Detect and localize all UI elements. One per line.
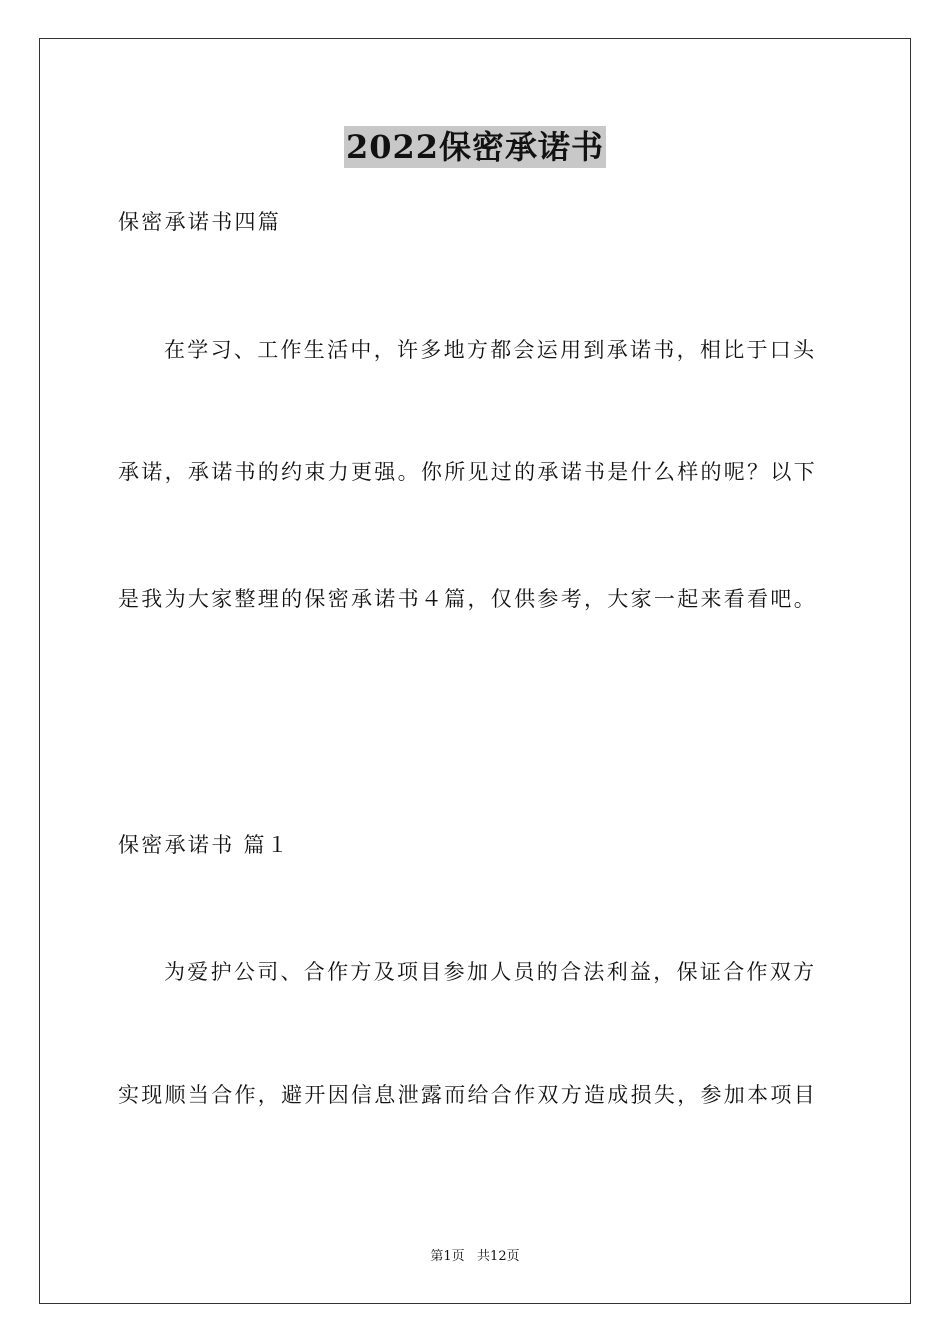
document-subtitle: 保密承诺书四篇	[118, 210, 282, 234]
section-line-2: 实现顺当合作，避开因信息泄露而给合作双方造成损失，参加本项目	[118, 1083, 817, 1107]
section-line-1: 为爱护公司、合作方及项目参加人员的合法利益，保证合作双方	[164, 960, 817, 984]
intro-line-1: 在学习、工作生活中，许多地方都会运用到承诺书，相比于口头	[164, 338, 817, 362]
intro-line-3: 是我为大家整理的保密承诺书４篇，仅供参考，大家一起来看看吧。	[118, 587, 817, 611]
document-title: 2022保密承诺书	[345, 128, 605, 166]
section-heading: 保密承诺书 篇１	[118, 833, 291, 857]
page-footer: 第1页 共12页	[430, 1249, 520, 1264]
title-wrapper	[0, 126, 950, 168]
intro-line-2: 承诺，承诺书的约束力更强。你所见过的承诺书是什么样的呢？以下	[118, 460, 817, 484]
